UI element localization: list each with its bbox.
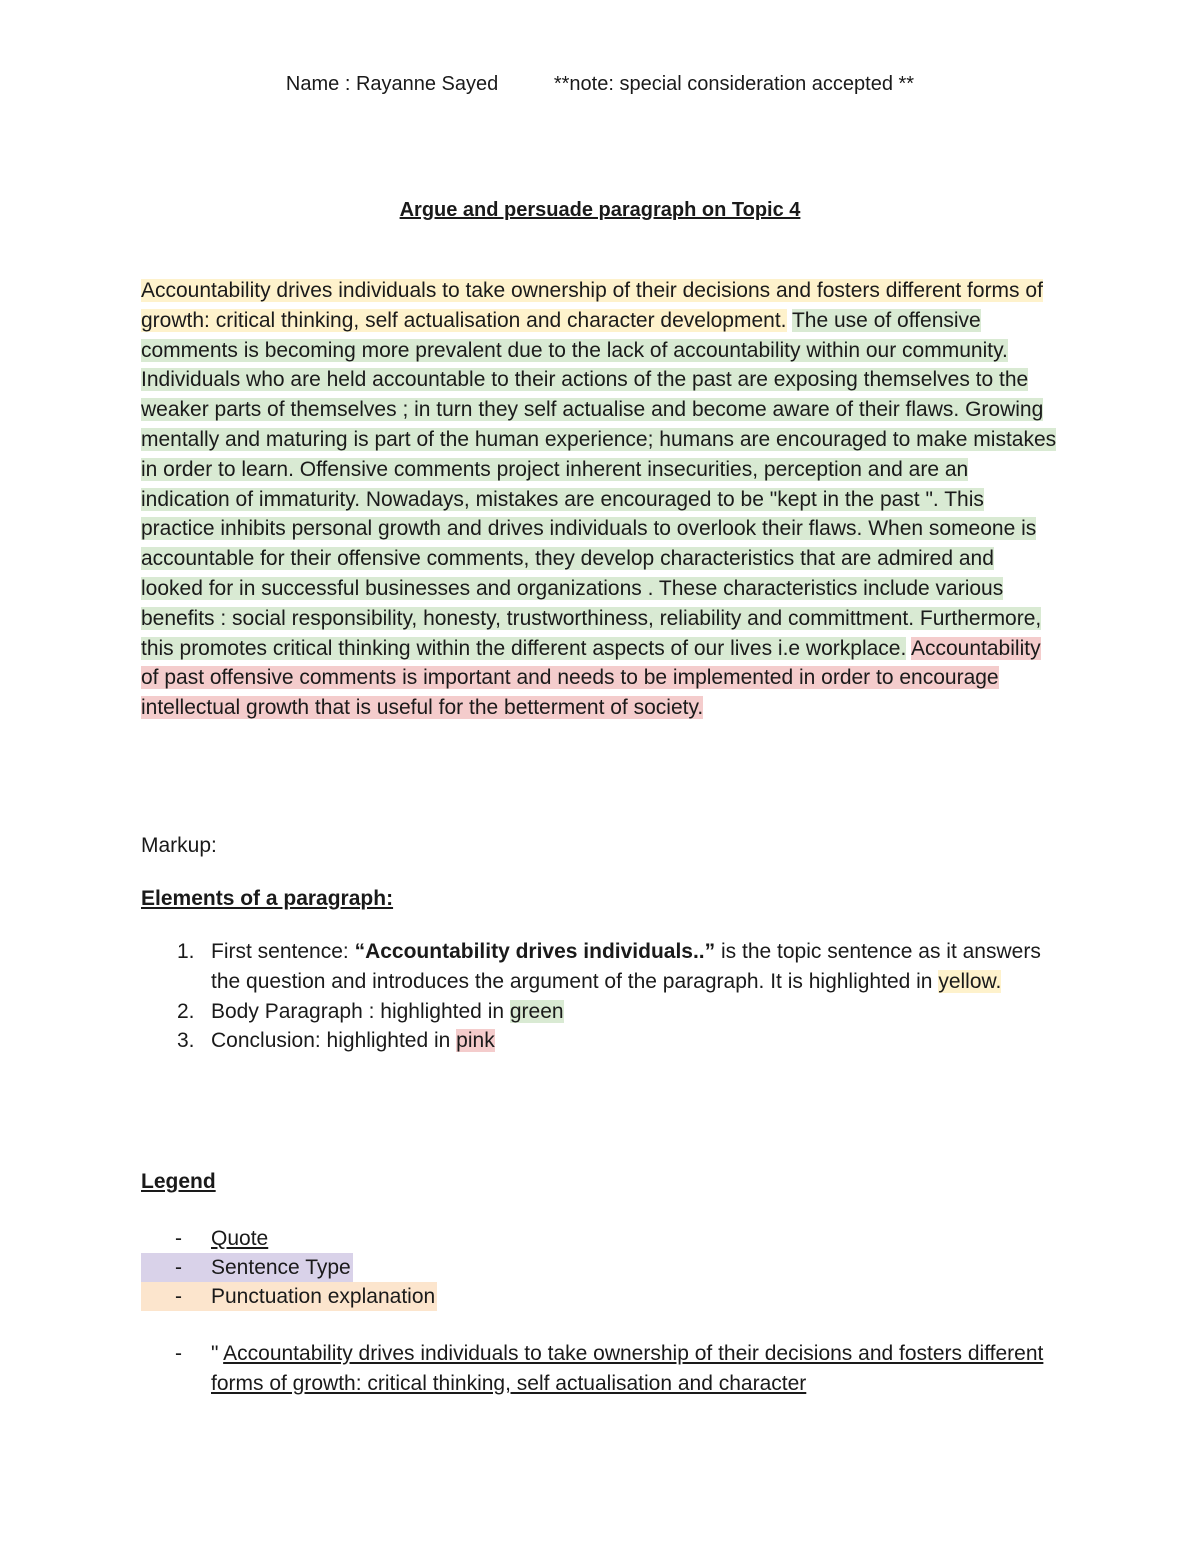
- topic-sentence: Accountability drives individuals to take ownership of their decisions and fosters different forms of growth: critical thinking, self actualisation and character development.: [141, 279, 1043, 332]
- elements-heading: Elements of a paragraph:: [141, 887, 394, 910]
- legend-highlight-punctuation: [141, 1282, 437, 1311]
- item-highlight-green: green: [509, 999, 564, 1023]
- list-number: 3.: [177, 1029, 195, 1053]
- body-sentences: The use of offensive comments is becoming more prevalent due to the lack of accountability within our community. Individuals who are held accountable to their actions of the past are exposing themselves to the weaker parts of themselves ; in turn they self actualise and become aware of their flaws. Growing mentally and maturing is part of the human experience; humans are encouraged to make mistakes in order to learn. Offensive comments project inherent insecurities, perception and are an indication of immaturity. Nowadays, mistakes are encouraged to be "kept in the past ". This practice inhibits personal growth and drives individuals to overlook their flaws. When someone is accountable for their offensive comments, they develop characteristics that are admired and looked for in successful businesses and organizations . These characteristics include various benefits : social responsibility, honesty, trustworthiness, reliability and committment. Furthermore, this promotes critical thinking within the different aspects of our lives i.e workplace.: [141, 308, 1057, 660]
- list-number: 1.: [177, 940, 195, 963]
- special-consideration-note: **note: special consideration accepted **: [553, 73, 915, 95]
- legend-heading: Legend: [141, 1170, 216, 1193]
- item-text: Body Paragraph : highlighted in: [211, 999, 510, 1023]
- legend-item-sentence-type: [141, 1253, 1071, 1282]
- legend-item-punctuation: [141, 1282, 1071, 1311]
- markup-label: Markup:: [141, 834, 217, 857]
- list-number: 2.: [177, 999, 195, 1023]
- legend-item-quote: [141, 1224, 1071, 1253]
- elements-list: [141, 937, 1071, 1056]
- student-name: Name : Rayanne Sayed: [285, 73, 499, 95]
- list-item: [141, 1026, 1071, 1056]
- item-highlight-pink: pink: [456, 1029, 495, 1053]
- example-open-quote: ": [211, 1342, 224, 1365]
- legend-label-sentence-type: Sentence Type: [211, 1256, 351, 1279]
- item-prefix: First sentence:: [211, 940, 355, 963]
- item-text: Conclusion: highlighted in: [211, 1029, 457, 1053]
- conclusion-sentence: Accountability of past offensive comments is important and needs to be implemented in order to encourage intellectual growth that is useful for the betterment of society.: [141, 636, 1041, 720]
- legend-list: [141, 1224, 1071, 1311]
- list-item: [141, 997, 1071, 1027]
- legend-label-quote: Quote: [211, 1227, 269, 1250]
- list-item: [141, 937, 1071, 997]
- legend-highlight-sentence-type: [141, 1253, 353, 1282]
- example-quote-text: Accountability drives individuals to take ownership of their decisions and fosters different forms of growth: critical thinking, self actualisation and character: [211, 1342, 1044, 1395]
- document-title: Argue and persuade paragraph on Topic 4: [399, 199, 801, 221]
- legend-dash: -: [175, 1256, 182, 1279]
- legend-dash: -: [175, 1227, 182, 1250]
- header-line: [0, 70, 1200, 98]
- item-text: is the topic sentence as it answers the question and introduces the argument of the paragraph. It is highlighted in: [211, 940, 1041, 993]
- legend-label-punctuation: Punctuation explanation: [211, 1285, 436, 1308]
- item-highlight-yellow: yellow.: [938, 969, 1002, 993]
- legend-dash: -: [175, 1342, 182, 1365]
- persuasive-paragraph: [141, 276, 1061, 723]
- item-bold-quote: “Accountability drives individuals..”: [354, 940, 716, 963]
- legend-dash: -: [175, 1285, 182, 1308]
- legend-example-quote: [141, 1339, 1071, 1399]
